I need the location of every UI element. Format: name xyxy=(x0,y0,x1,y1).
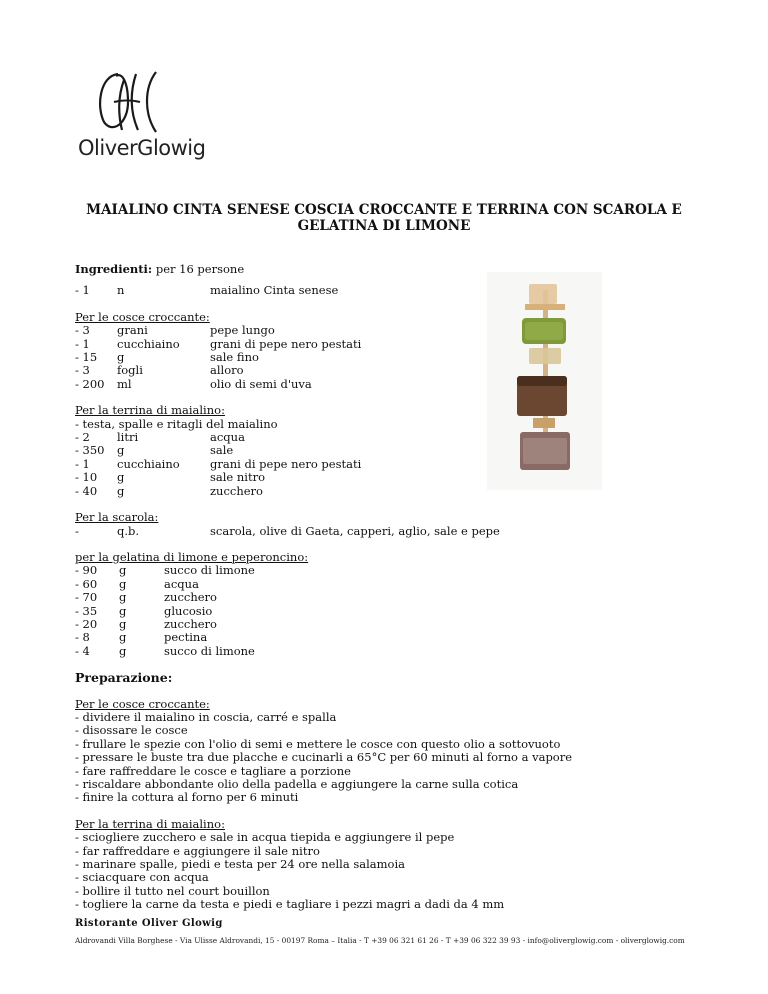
unit: q.b. xyxy=(117,523,140,538)
logo-text: OliverGlowig xyxy=(78,136,206,160)
footer-address: Aldrovandi Villa Borghese - Via Ulisse Aldrovandi, 15 - 00197 Roma – Italia - T +39 06 321 61 26 - T +39 06 322 39 93 - info@oliverglowig.com - oliverglowig.com xyxy=(75,936,685,945)
prep-step: - disossare le cosce xyxy=(75,723,188,738)
prep-step: - dividere il maialino in coscia, carré e spalla xyxy=(75,709,337,724)
ingredients-label: Ingredienti: xyxy=(75,262,153,276)
item: grani di pepe nero pestati xyxy=(210,456,362,471)
item: succo di limone xyxy=(164,643,255,658)
ingredients-servings: per 16 persone xyxy=(155,262,245,276)
unit: g xyxy=(119,563,127,578)
qty: - 200 xyxy=(75,376,105,391)
item: pectina xyxy=(164,630,208,645)
unit: ml xyxy=(117,376,132,391)
ingredient-row xyxy=(75,525,675,538)
unit: fogli xyxy=(117,363,143,378)
terrina-first: - testa, spalle e ritagli del maialino xyxy=(75,416,278,431)
unit: g xyxy=(119,590,127,605)
unit: g xyxy=(117,443,125,458)
qty: - 90 xyxy=(75,563,98,578)
terrina-heading: Per la terrina di maialino: xyxy=(75,403,225,418)
gelatina-heading: per la gelatina di limone e peperoncino: xyxy=(75,549,309,564)
unit: g xyxy=(119,643,127,658)
unit: g xyxy=(119,603,127,618)
qty: - 8 xyxy=(75,630,90,645)
ingredient-row xyxy=(75,564,675,577)
item: zucchero xyxy=(164,616,217,631)
prep-step: - riscaldare abbondante olio della padella e aggiungere la carne sulla cotica xyxy=(75,777,519,791)
logo xyxy=(78,66,214,166)
unit: g xyxy=(119,616,127,631)
recipe-title: MAIALINO CINTA SENESE COSCIA CROCCANTE E TERRINA CON SCAROLA E GELATINA DI LIMONE xyxy=(86,202,682,234)
qty: - 4 xyxy=(75,643,90,658)
item: sale nitro xyxy=(210,470,266,485)
item: sale fino xyxy=(210,350,259,365)
qty: - 60 xyxy=(75,576,98,591)
item: zucchero xyxy=(210,483,263,498)
item: olio di semi d'uva xyxy=(210,376,312,391)
dish-photo xyxy=(487,272,602,490)
qty: - 70 xyxy=(75,590,98,605)
dish-photo-image xyxy=(487,272,602,490)
item: alloro xyxy=(210,363,244,378)
ingredient-row xyxy=(75,618,675,631)
ingredient-row xyxy=(75,591,675,604)
item: scarola, olive di Gaeta, capperi, aglio, sale e pepe xyxy=(210,523,500,538)
qty: - 3 xyxy=(75,323,90,338)
unit: grani xyxy=(117,323,148,338)
unit: g xyxy=(117,470,125,485)
prep-step: - frullare le spezie con l'olio di semi e mettere le cosce con questo olio a sottovuoto xyxy=(75,736,561,751)
item: maialino Cinta senese xyxy=(210,283,339,298)
qty: - 1 xyxy=(75,456,90,471)
item: glucosio xyxy=(164,603,213,618)
unit: g xyxy=(117,483,125,498)
ingredient-row xyxy=(75,578,675,591)
prep-step: - finire la cottura al forno per 6 minuti xyxy=(75,790,299,805)
prep-step: - sciacquare con acqua xyxy=(75,870,209,885)
item: zucchero xyxy=(164,590,217,605)
qty: - 35 xyxy=(75,603,98,618)
cosce-heading: Per le cosce croccante: xyxy=(75,309,210,324)
item: acqua xyxy=(164,576,199,591)
unit: cucchiaino xyxy=(117,456,180,471)
ingredient-row xyxy=(75,605,675,618)
preparazione-label: Preparazione: xyxy=(75,670,173,686)
qty: - 10 xyxy=(75,470,98,485)
prep-step: - bollire il tutto nel court bouillon xyxy=(75,883,270,898)
footer-restaurant-name: Ristorante Oliver Glowig xyxy=(75,918,223,929)
prep-step: - fare raffreddare le cosce e tagliare a porzione xyxy=(75,763,351,778)
qty: - xyxy=(75,523,79,538)
prep-step: - marinare spalle, piedi e testa per 24 ore nella salamoia xyxy=(75,857,405,872)
qty: - 40 xyxy=(75,483,98,498)
ingredient-row xyxy=(75,631,675,644)
item: sale xyxy=(210,443,234,458)
qty: - 1 xyxy=(75,336,90,351)
unit: g xyxy=(117,350,125,365)
item: succo di limone xyxy=(164,563,255,578)
unit: g xyxy=(119,576,127,591)
prep-step: - sciogliere zucchero e sale in acqua tiepida e aggiungere il pepe xyxy=(75,830,455,845)
scarola-heading: Per la scarola: xyxy=(75,510,159,525)
item: pepe lungo xyxy=(210,323,275,338)
item: grani di pepe nero pestati xyxy=(210,336,362,351)
unit: n xyxy=(117,283,125,298)
qty: - 15 xyxy=(75,350,98,365)
ingredient-row xyxy=(75,645,675,658)
prep-step: - far raffreddare e aggiungere il sale nitro xyxy=(75,843,320,858)
logo-monogram xyxy=(78,66,214,136)
prep-step: - pressare le buste tra due placche e cucinarli a 65°C per 60 minuti al forno a vapore xyxy=(75,750,573,765)
prep-step: - togliere la carne da testa e piedi e tagliare i pezzi magri a dadi da 4 mm xyxy=(75,897,505,912)
qty: - 3 xyxy=(75,363,90,378)
prep-terrina-heading: Per la terrina di maialino: xyxy=(75,816,225,831)
qty: - 1 xyxy=(75,283,90,298)
unit: g xyxy=(119,630,127,645)
qty: - 20 xyxy=(75,616,98,631)
unit: litri xyxy=(117,430,139,445)
item: acqua xyxy=(210,430,245,445)
qty: - 350 xyxy=(75,443,105,458)
unit: cucchiaino xyxy=(117,336,180,351)
qty: - 2 xyxy=(75,430,90,445)
prep-cosce-heading: Per le cosce croccante: xyxy=(75,696,210,711)
